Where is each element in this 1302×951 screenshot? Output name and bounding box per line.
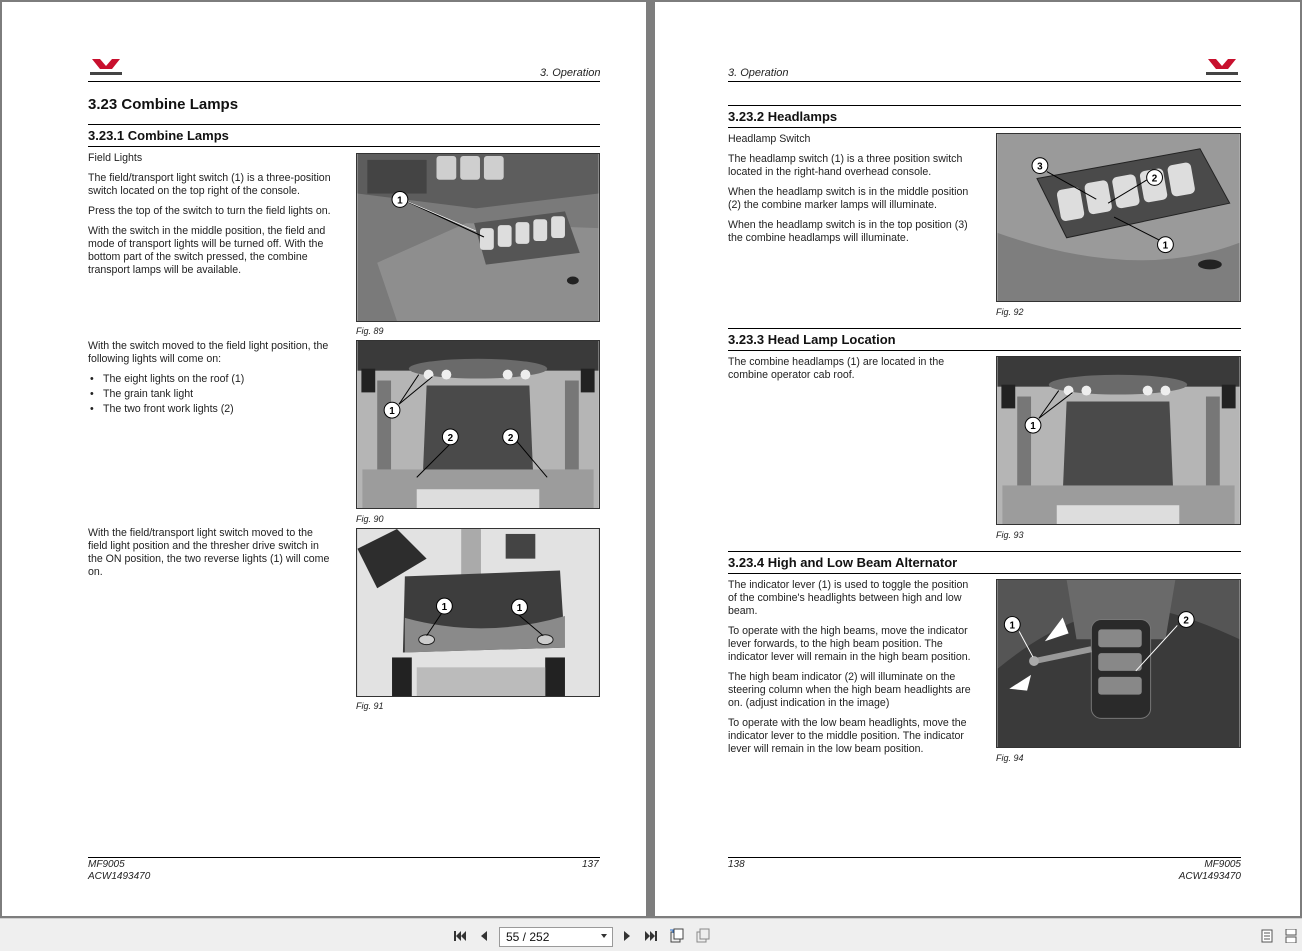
head-lamp-location-text <box>728 356 976 389</box>
footer-doc-info <box>1175 859 1241 883</box>
page-indicator: 55 / 252 <box>506 930 550 944</box>
next-page-icon[interactable] <box>618 927 636 945</box>
callout-1: 1 <box>1009 620 1016 632</box>
figure-caption: Fig. 93 <box>996 530 1024 540</box>
figure-caption: Fig. 94 <box>996 753 1024 763</box>
page-137 <box>2 2 646 916</box>
subsection-rule <box>88 146 600 147</box>
footer-doc-number: ACW1493470 <box>1178 871 1241 882</box>
single-page-view-icon[interactable] <box>1258 927 1276 945</box>
callout-2: 2 <box>1183 615 1189 627</box>
callout-1: 1 <box>1030 421 1036 433</box>
chevron-down-icon[interactable] <box>601 934 607 938</box>
roof-lights-text <box>88 340 334 418</box>
footer-model: MF9005 <box>88 859 125 870</box>
first-page-icon[interactable] <box>451 927 469 945</box>
figure-89-image <box>356 153 600 322</box>
brand-logo <box>88 57 124 79</box>
header-rule <box>728 81 1241 82</box>
brand-logo <box>1204 57 1240 79</box>
paragraph: To operate with the high beams, move the indicator lever forwards, to the high beam position. The indicator lever will remain in the high beam position. <box>728 625 971 663</box>
headlamps-text <box>728 133 976 252</box>
callout-1: 1 <box>389 406 395 418</box>
navigation-toolbar <box>0 918 1302 951</box>
figure-93-image <box>996 356 1241 525</box>
field-lights-heading: Field Lights <box>88 152 143 164</box>
figure-caption: Fig. 91 <box>356 701 384 711</box>
figure-caption: Fig. 92 <box>996 307 1024 317</box>
lights-list <box>88 373 334 416</box>
footer-doc-info <box>88 859 150 883</box>
figure-91-image <box>356 528 600 697</box>
running-head: 3. Operation <box>728 67 789 79</box>
reverse-lights-text <box>88 527 334 586</box>
figure-92-image <box>996 133 1241 302</box>
footer-rule <box>728 857 1241 858</box>
continuous-view-icon[interactable] <box>1282 927 1300 945</box>
figure-90-image <box>356 340 600 509</box>
paragraph: The indicator lever (1) is used to toggle the position of the combine's headlights between high and low beam. <box>728 579 969 617</box>
paragraph: The combine headlamps (1) are located in the combine operator cab roof. <box>728 356 945 381</box>
paragraph: The headlamp switch (1) is a three position switch located in the right-hand overhead console. <box>728 153 963 178</box>
list-item: • The grain tank light <box>88 388 334 401</box>
header-rule <box>88 81 600 82</box>
section-rule <box>728 551 1241 552</box>
callout-1: 1 <box>516 603 523 615</box>
paragraph: With the switch moved to the field light position, the following lights will come on: <box>88 340 329 365</box>
field-lights-text <box>88 152 334 284</box>
head-lamp-location-title: 3.23.3 Head Lamp Location <box>728 332 896 347</box>
running-head: 3. Operation <box>540 67 601 79</box>
section-title: 3.23 Combine Lamps <box>88 96 239 113</box>
paragraph: The field/transport light switch (1) is a three-position switch located on the top right of the console. <box>88 172 331 197</box>
figure-94-image <box>996 579 1241 748</box>
footer-rule <box>88 857 600 858</box>
callout-1: 1 <box>441 602 448 614</box>
figure-caption: Fig. 90 <box>356 514 384 524</box>
callout-2: 2 <box>507 432 514 444</box>
copy-icon[interactable] <box>694 927 712 945</box>
callout-3: 3 <box>1037 161 1043 173</box>
last-page-icon[interactable] <box>642 927 660 945</box>
callout-2: 2 <box>447 432 454 444</box>
section-rule <box>728 127 1241 128</box>
paragraph: When the headlamp switch is in the middle position (2) the combine marker lamps will illuminate. <box>728 186 969 211</box>
section-rule <box>728 573 1241 574</box>
previous-page-icon[interactable] <box>475 927 493 945</box>
figure-caption: Fig. 89 <box>356 326 384 336</box>
headlamps-title: 3.23.2 Headlamps <box>728 109 838 124</box>
beam-alternator-title: 3.23.4 High and Low Beam Alternator <box>728 555 958 570</box>
paragraph: When the headlamp switch is in the top position (3) the combine headlamps will illuminate. <box>728 219 968 244</box>
callout-1: 1 <box>397 195 403 207</box>
paragraph: With the field/transport light switch moved to the field light position and the thresher drive switch in the ON position, the two reverse lights (1) will come on. <box>88 527 330 578</box>
page-number: 138 <box>728 859 745 870</box>
section-rule <box>728 328 1241 329</box>
callout-1: 1 <box>1162 240 1169 252</box>
page-number: 137 <box>582 859 599 870</box>
paragraph: Press the top of the switch to turn the field lights on. <box>88 205 331 217</box>
beam-alternator-text <box>728 579 976 763</box>
list-item: • The two front work lights (2) <box>88 403 334 416</box>
footer-model: MF9005 <box>1204 859 1241 870</box>
subsection-title: 3.23.1 Combine Lamps <box>88 128 229 143</box>
page-138 <box>655 2 1300 916</box>
paragraph: With the switch in the middle position, the field and mode of transport lights will be turned off. With the bottom part of the switch pressed, the combine transport lamps will be available. <box>88 225 326 276</box>
list-item: • The eight lights on the roof (1) <box>88 373 334 386</box>
paragraph: To operate with the low beam headlights, move the indicator lever to the middle position. The indicator lever will remain in the low beam position. <box>728 717 967 755</box>
page-number-input[interactable] <box>499 927 613 947</box>
headlamp-switch-heading: Headlamp Switch <box>728 133 811 145</box>
footer-doc-number: ACW1493470 <box>88 871 151 882</box>
rotate-icon[interactable] <box>668 927 686 945</box>
paragraph: The high beam indicator (2) will illuminate on the steering column when the high beam headlights are on. (adjust indication in the image) <box>728 671 971 709</box>
section-rule <box>728 105 1241 106</box>
section-rule <box>88 124 600 125</box>
section-rule <box>728 350 1241 351</box>
callout-2: 2 <box>1151 173 1158 185</box>
